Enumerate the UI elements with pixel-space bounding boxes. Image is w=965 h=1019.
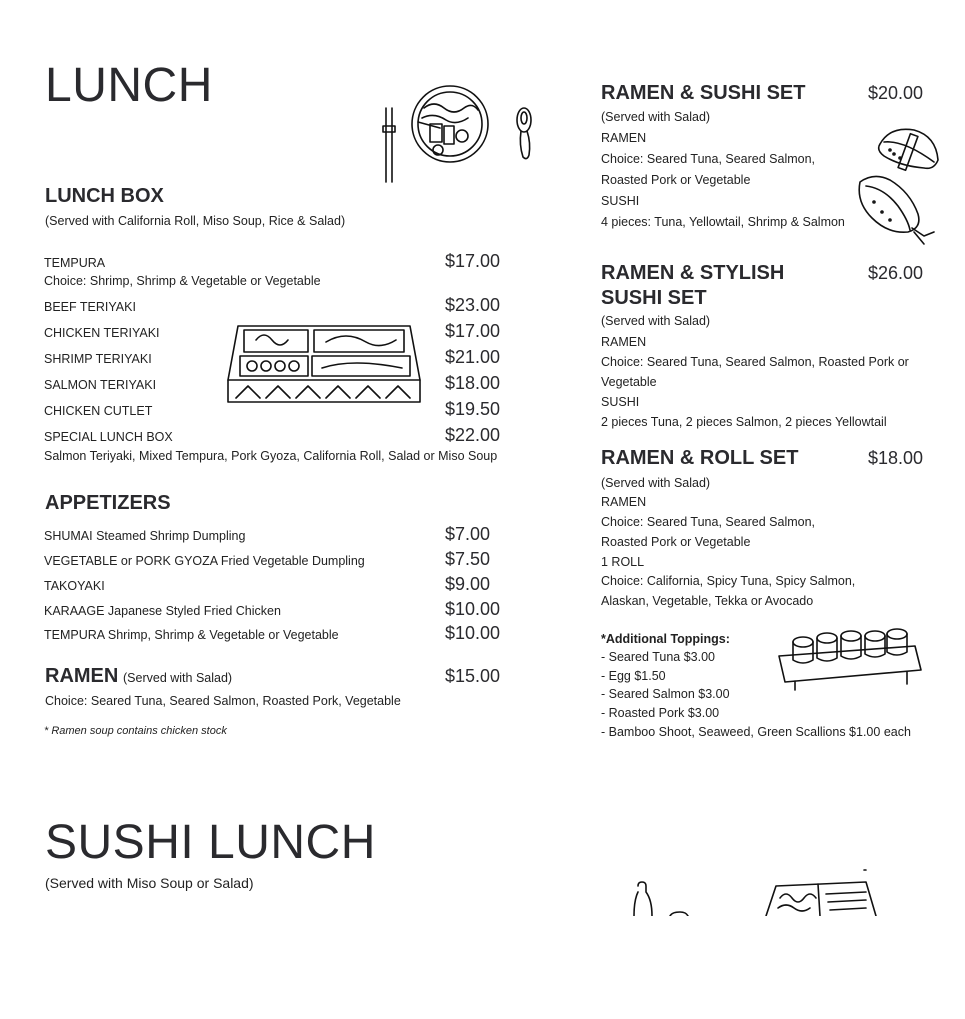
set-title: RAMEN & SUSHI SET (601, 82, 806, 104)
menu-item-price: $17.00 (445, 321, 501, 341)
set-line: Vegetable (601, 375, 657, 389)
spoon-icon (517, 108, 531, 159)
topping-item: - Egg $1.50 (601, 669, 666, 683)
set-line: RAMEN (601, 495, 647, 509)
set-title-line1: RAMEN & STYLISH (601, 262, 785, 284)
appetizer-name: VEGETABLE or PORK GYOZA Fried Vegetable Dumpling (44, 554, 365, 568)
sushi-lunch-title: SUSHI LUNCH (45, 816, 376, 869)
lunch-box-note: (Served with California Roll, Miso Soup, Rice & Salad) (45, 214, 346, 228)
appetizer-price: $7.50 (445, 549, 491, 569)
set-line: 1 ROLL (601, 555, 645, 569)
menu-item-name: SALMON TERIYAKI (44, 378, 157, 392)
set-line: (Served with Salad) (601, 476, 711, 490)
set-line: SUSHI (601, 194, 640, 208)
topping-item: - Roasted Pork $3.00 (601, 706, 720, 720)
set-line: Choice: California, Spicy Tuna, Spicy Salmon, (601, 574, 856, 588)
menu-item-name: SHRIMP TERIYAKI (44, 352, 152, 366)
sushi-tray-icon (756, 868, 880, 916)
set-price: $20.00 (868, 83, 924, 103)
sushi-lunch-note: (Served with Miso Soup or Salad) (45, 875, 254, 891)
menu-item-name: BEEF TERIYAKI (44, 300, 136, 314)
ramen-choice: Choice: Seared Tuna, Seared Salmon, Roasted Pork, Vegetable (45, 694, 401, 708)
appetizer-name: TAKOYAKI (44, 579, 105, 593)
set-line: Roasted Pork or Vegetable (601, 535, 751, 549)
appetizers-heading: APPETIZERS (45, 492, 171, 514)
appetizer-price: $10.00 (445, 599, 501, 619)
set-title: RAMEN & ROLL SET (601, 447, 799, 469)
ramen-price: $15.00 (445, 666, 501, 686)
toppings-heading: *Additional Toppings: (601, 632, 730, 646)
menu-item-price: $22.00 (445, 425, 501, 445)
set-price: $18.00 (868, 448, 924, 468)
ramen-bowl-icon (378, 78, 543, 186)
menu-item-name: SPECIAL LUNCH BOX (44, 430, 173, 444)
set-line: (Served with Salad) (601, 314, 711, 328)
set-line: SUSHI (601, 395, 640, 409)
set-line: 2 pieces Tuna, 2 pieces Salmon, 2 pieces Yellowtail (601, 415, 887, 429)
menu-item-price: $21.00 (445, 347, 501, 367)
menu-item-name: TEMPURA (44, 256, 106, 270)
nigiri-sushi-icon (874, 124, 942, 176)
set-price: $26.00 (868, 263, 924, 283)
set-title-line2: SUSHI SET (601, 287, 707, 309)
appetizer-price: $9.00 (445, 574, 491, 594)
appetizer-name: SHUMAI Steamed Shrimp Dumpling (44, 529, 246, 543)
menu-item-desc: Salmon Teriyaki, Mixed Tempura, Pork Gyoza, California Roll, Salad or Miso Soup (44, 449, 498, 463)
menu-item-name: CHICKEN TERIYAKI (44, 326, 160, 340)
set-line: RAMEN (601, 335, 647, 349)
topping-item: - Seared Tuna $3.00 (601, 650, 715, 664)
ramen-served-note: (Served with Salad) (123, 671, 233, 685)
menu-item-price: $18.00 (445, 373, 501, 393)
set-line: 4 pieces: Tuna, Yellowtail, Shrimp & Salmon (601, 215, 845, 229)
set-line: Choice: Seared Tuna, Seared Salmon, Roasted Pork or (601, 355, 909, 369)
menu-item-price: $23.00 (445, 295, 501, 315)
set-line: (Served with Salad) (601, 110, 711, 124)
menu-item-price: $17.00 (445, 251, 501, 271)
set-line: Alaskan, Vegetable, Tekka or Avocado (601, 594, 814, 608)
chopsticks-icon (383, 108, 395, 182)
ramen-heading: RAMEN (45, 665, 119, 687)
set-line: Choice: Seared Tuna, Seared Salmon, (601, 152, 816, 166)
topping-item: - Seared Salmon $3.00 (601, 687, 730, 701)
lunch-box-heading: LUNCH BOX (45, 185, 164, 207)
appetizer-price: $10.00 (445, 623, 501, 643)
set-line: Roasted Pork or Vegetable (601, 173, 751, 187)
menu-item-name: CHICKEN CUTLET (44, 404, 153, 418)
appetizer-name: TEMPURA Shrimp, Shrimp & Vegetable or Vegetable (44, 628, 339, 642)
set-line: RAMEN (601, 131, 647, 145)
menu-item-desc: Choice: Shrimp, Shrimp & Vegetable or Vegetable (44, 274, 321, 288)
sushi-roll-board-icon (775, 626, 923, 694)
soy-sauce-bottle-icon (630, 880, 690, 916)
bento-box-icon (226, 322, 422, 406)
shrimp-nigiri-icon (852, 172, 940, 248)
set-line: Choice: Seared Tuna, Seared Salmon, (601, 515, 816, 529)
ramen-footnote: * Ramen soup contains chicken stock (44, 725, 227, 737)
lunch-title: LUNCH (45, 59, 213, 112)
menu-item-price: $19.50 (445, 399, 501, 419)
topping-item: - Bamboo Shoot, Seaweed, Green Scallions $1.00 each (601, 725, 911, 739)
appetizer-name: KARAAGE Japanese Styled Fried Chicken (44, 604, 281, 618)
appetizer-price: $7.00 (445, 524, 491, 544)
